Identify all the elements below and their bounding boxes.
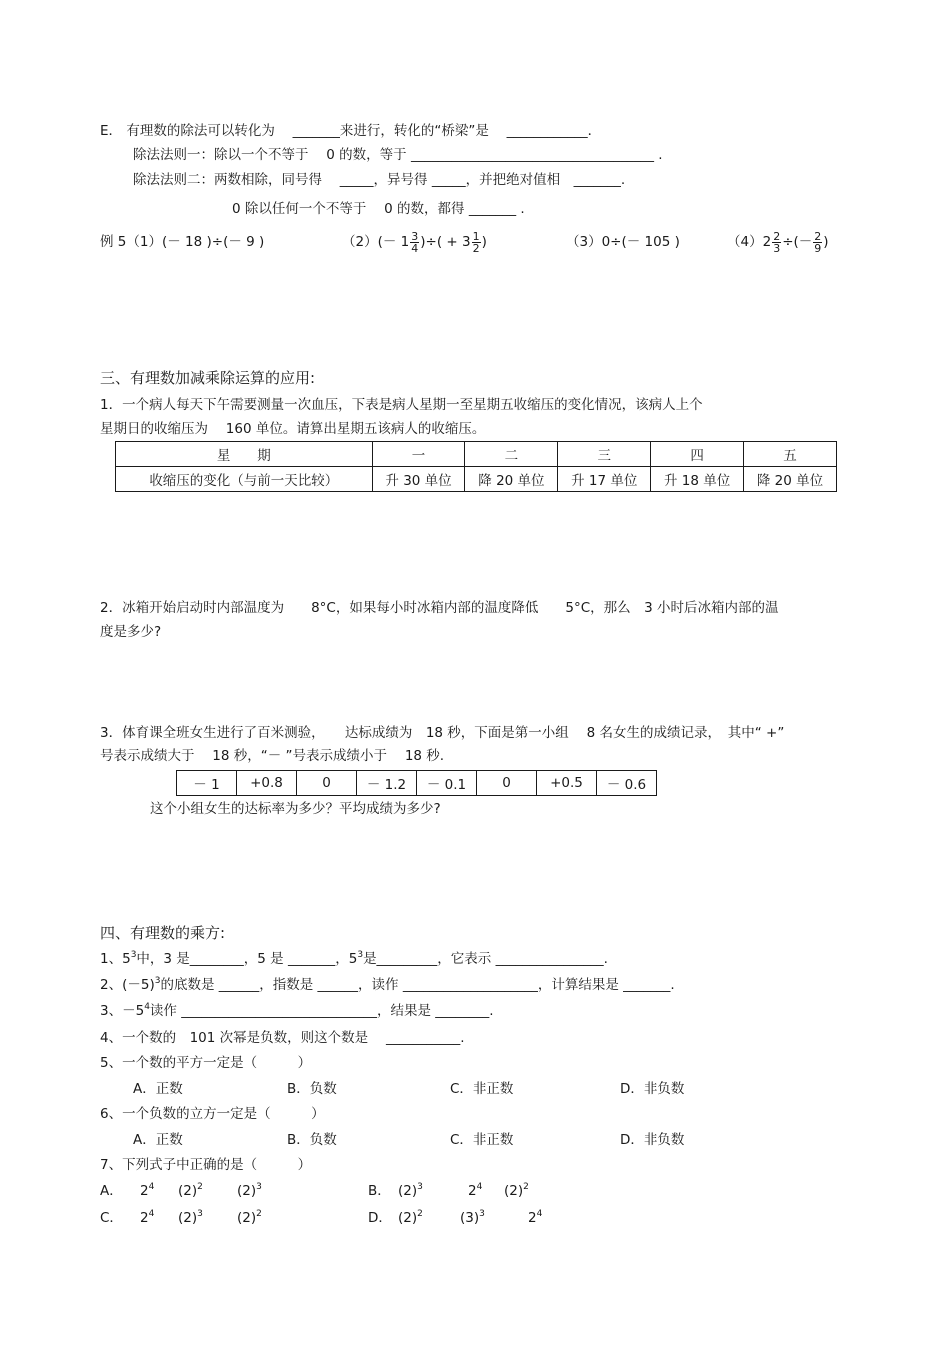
q5-option-a: A．正数 [133, 1081, 183, 1097]
division-rule-1: 除法法则一：除以一个不等于 0 的数，等于 ____________________________________ . [133, 147, 663, 163]
q5-option-c: C．非正数 [450, 1081, 514, 1097]
table-cell: 三 [558, 442, 651, 467]
sprint-results-table [176, 770, 657, 796]
table-cell: 一 [372, 442, 465, 467]
example-5-part-1: 例 5（1）(－ 18 )÷(－ 9 ) [100, 234, 265, 250]
table-row [116, 467, 837, 492]
table-cell: 五 [744, 442, 837, 467]
power-question-2: 2、$(-5)^3$的底数是 ______，指数是 ______，读作 ____________________，计算结果是 _______. [100, 976, 675, 993]
question-2-line-2: 度是多少? [100, 624, 162, 640]
example-5-part-3: （3）0÷(－ 105 ) [566, 234, 680, 250]
table-cell: 升 18 单位 [651, 467, 744, 492]
table-cell: +0.8 [237, 771, 297, 796]
table-row [177, 771, 657, 796]
q6-option-d: D．非负数 [620, 1132, 685, 1148]
power-question-3: 3、$-5^4$读作 _____________________________，结果是 ________. [100, 1002, 494, 1019]
q7-option-b: B． $(2)^3$ $2^4$ $(2)^2$ [368, 1182, 529, 1199]
q6-option-c: C．非正数 [450, 1132, 514, 1148]
section-4-title: 四、有理数的乘方: [100, 924, 226, 942]
q5-option-d: D．非负数 [620, 1081, 685, 1097]
table-cell: － 0.6 [597, 771, 657, 796]
table-cell: 二 [465, 442, 558, 467]
table-cell: 降 20 单位 [465, 467, 558, 492]
q7-option-d: D． $(2)^2$ $(3)^3$ $2^4$ [368, 1209, 543, 1226]
table-cell: 升 30 单位 [372, 467, 465, 492]
question-1-line-1: 1．一个病人每天下午需要测量一次血压，下表是病人星期一至星期五收缩压的变化情况，该病人上个 [100, 397, 703, 413]
division-rule-2: 除法法则二：两数相除，同号得 _____，异号得 _____，并把绝对值相 _______. [133, 172, 626, 188]
division-intro: E． 有理数的除法可以转化为 _______来进行，转化的“桥梁”是 ____________． [100, 123, 602, 139]
example-5-part-4: （4）2 $\frac{2}{3}$ ÷(－ $\frac{2}{9}$ ) [727, 229, 829, 255]
table-cell: 0 [477, 771, 537, 796]
table-cell: 0 [297, 771, 357, 796]
table-cell: 收缩压的变化（与前一天比较） [116, 467, 373, 492]
question-1-line-2: 星期日的收缩压为 160 单位。请算出星期五该病人的收缩压。 [100, 421, 486, 437]
table-cell: +0.5 [537, 771, 597, 796]
table-cell: － 0.1 [417, 771, 477, 796]
q7-option-c: C． $2^4$ $(2)^3$ $(2)^2$ [100, 1209, 262, 1226]
q6-option-b: B．负数 [287, 1132, 337, 1148]
q7-option-a: A． $2^4$ $(2)^2$ $(2)^3$ [100, 1182, 262, 1199]
question-3-line-1: 3．体育课全班女生进行了百米测验， 达标成绩为 18 秒，下面是第一小组 8 名女生的成绩记录， 其中“ +” [100, 725, 785, 741]
q5-option-b: B．负数 [287, 1081, 337, 1097]
table-cell: 升 17 单位 [558, 467, 651, 492]
power-question-1: 1、$5^3$中，3 是________，5 是 _______，$5^3$是_________，它表示 ________________. [100, 950, 608, 967]
table-cell: 降 20 单位 [744, 467, 837, 492]
blood-pressure-table [115, 441, 837, 492]
table-cell: － 1 [177, 771, 237, 796]
question-3-ask: 这个小组女生的达标率为多少？平均成绩为多少? [150, 801, 441, 817]
table-cell: － 1.2 [357, 771, 417, 796]
table-cell: 星 期 [116, 442, 373, 467]
section-3-title: 三、有理数加减乘除运算的应用: [100, 369, 316, 387]
power-question-4: 4、一个数的 101 次幂是负数，则这个数是 ___________. [100, 1030, 465, 1046]
power-question-5: 5、一个数的平方一定是（ ） [100, 1055, 312, 1071]
question-3-line-2: 号表示成绩大于 18 秒，“－ ”号表示成绩小于 18 秒. [100, 748, 445, 764]
power-question-6: 6、一个负数的立方一定是（ ） [100, 1106, 325, 1122]
table-row [116, 442, 837, 467]
zero-division-rule: 0 除以任何一个不等于 0 的数，都得 _______ . [232, 201, 525, 217]
power-question-7: 7、下列式子中正确的是（ ） [100, 1157, 312, 1173]
table-cell: 四 [651, 442, 744, 467]
q6-option-a: A．正数 [133, 1132, 183, 1148]
example-5-part-2: （2）(－ 1 $\frac{3}{4}$ )÷( + 3 $\frac{1}{2}$ ) [342, 229, 487, 255]
question-2-line-1: 2．冰箱开始启动时内部温度为 8°C，如果每小时冰箱内部的温度降低 5°C，那么 3 小时后冰箱内部的温 [100, 600, 779, 616]
